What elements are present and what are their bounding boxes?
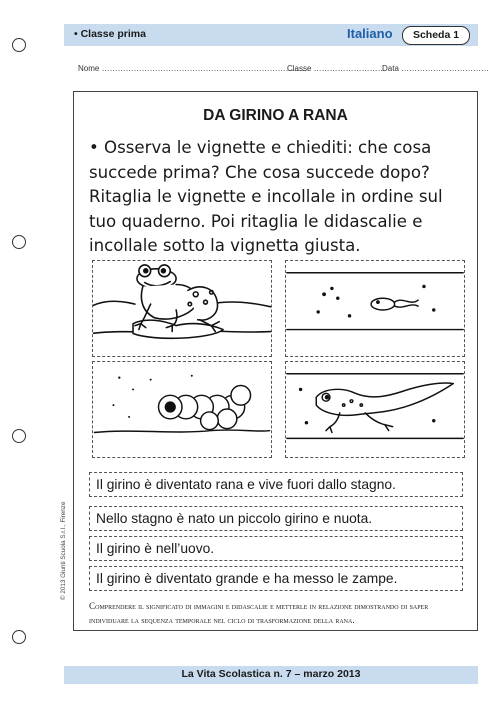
worksheet-title: DA GIRINO A RANA bbox=[203, 107, 348, 124]
caption-strip: Nello stagno è nato un piccolo girino e nuota. bbox=[89, 506, 463, 531]
copyright-note: © 2013 Giunti Scuola S.r.l., Firenze bbox=[60, 501, 67, 600]
binder-hole bbox=[12, 630, 26, 644]
binder-hole bbox=[12, 38, 26, 52]
name-field: Nome …………………………………………………………………… bbox=[78, 64, 310, 73]
binder-hole bbox=[12, 429, 26, 443]
caption-strip: Il girino è diventato rana e vive fuori dallo stagno. bbox=[89, 472, 463, 497]
binder-hole bbox=[12, 235, 26, 249]
class-field: Classe ……………………… bbox=[287, 64, 386, 73]
caption-strip: Il girino è diventato grande e ha messo le zampe. bbox=[89, 566, 463, 591]
footer-text: La Vita Scolastica n. 7 – marzo 2013 bbox=[181, 668, 361, 680]
learning-objective: Comprendere il significato di immagini e didascalie e metterle in relazione dimostrando di saper individuare la sequenza temporale nel ciclo di trasformazione della rana. bbox=[89, 601, 429, 625]
big-tadpole-illustration bbox=[286, 362, 464, 457]
caption-strip: Il girino è nell’uovo. bbox=[89, 536, 463, 561]
eggs-panel bbox=[92, 361, 272, 458]
tadpole-panel bbox=[285, 260, 465, 357]
big-tadpole-panel bbox=[285, 361, 465, 458]
date-field: Data …………………………… bbox=[382, 64, 490, 73]
frog-panel bbox=[92, 260, 272, 357]
tadpole-illustration bbox=[286, 261, 464, 356]
scheda-badge: Scheda 1 bbox=[402, 26, 470, 45]
instructions: • Osserva le vignette e chiediti: che cosa succede prima? Che cosa succede dopo? Ritaglia le vignette e incollale in ordine sul tuo quaderno. Poi ritaglia le didascalie e incollale sotto la vignetta giusta. bbox=[89, 138, 443, 255]
eggs-illustration bbox=[93, 362, 271, 457]
frog-illustration bbox=[93, 261, 271, 356]
subject-label: Italiano bbox=[347, 26, 393, 41]
class-label: • Classe prima bbox=[74, 28, 146, 40]
